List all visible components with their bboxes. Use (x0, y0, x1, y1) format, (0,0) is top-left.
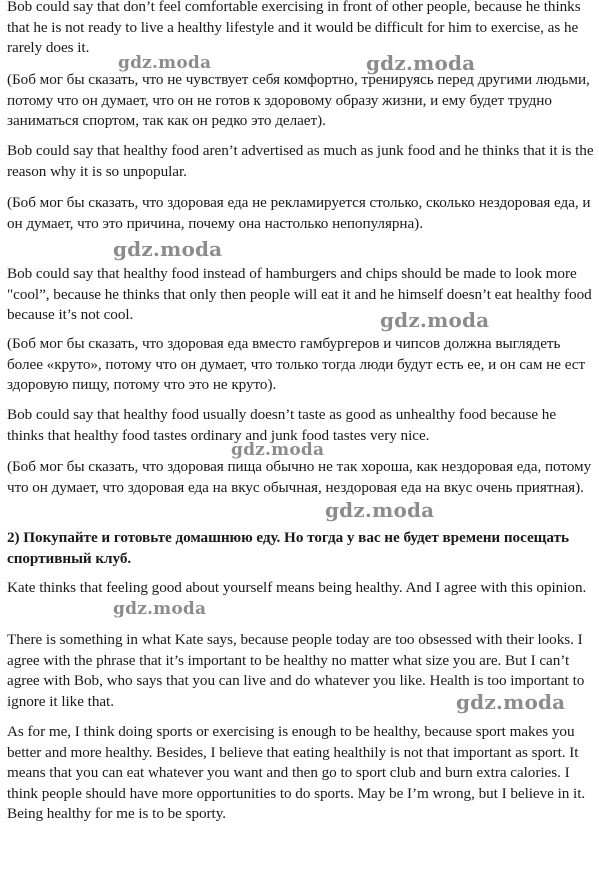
paragraph-9: Kate thinks that feeling good about yourself means being healthy. And I agree with this opinion. (7, 579, 587, 596)
paragraph-8: (Боб мог бы сказать, что здоровая пища обычно не так хороша, как нездоровая еда, потому что он думает, что здоровая еда на вкус обычная, нездоровая еда на вкус очень приятная). (7, 458, 592, 496)
paragraph-10: There is something in what Kate says, because people today are too obsessed with their looks. I agree with the phrase that it’s important to be healthy no matter what size you are. But I can’t agree with Bob, who says that you can live and do whatever you like. Health is too important to ignore it like that. (7, 631, 585, 710)
watermark: gdz.moda (231, 440, 325, 460)
paragraph-7: Bob could say that healthy food usually doesn’t taste as good as unhealthy food because he thinks that healthy food tastes ordinary and junk food tastes very nice. (7, 406, 557, 444)
watermark: gdz.moda (456, 690, 566, 714)
paragraph-3: Bob could say that healthy food aren’t advertised as much as junk food and he thinks that it is the reason why it is so unpopular. (7, 142, 594, 180)
section-heading: 2) Покупайте и готовьте домашнюю еду. Но тогда у вас не будет времени посещать спортивный клуб. (7, 529, 569, 567)
paragraph-2: (Боб мог бы сказать, что не чувствует себя комфортно, тренируясь перед другими людьми, потому что он думает, что он не готов к здоровому образу жизни, и ему будет трудно заниматься спортом, так как он редко это делает). (7, 71, 590, 130)
watermark: gdz.moda (325, 498, 435, 522)
watermark: gdz.moda (380, 308, 490, 332)
paragraph-1: Bob could say that don’t feel comfortable exercising in front of other people, because he thinks that he is not ready to live a healthy lifestyle and it would be difficult for him to exercise, as he rarely does it. (7, 0, 581, 57)
watermark: gdz.moda (118, 53, 212, 73)
paragraph-4: (Боб мог бы сказать, что здоровая еда не рекламируется столько, сколько нездоровая еда, и он думает, что это причина, почему она настолько непопулярна). (7, 194, 591, 232)
watermark: gdz.moda (113, 237, 223, 261)
paragraph-5: Bob could say that healthy food instead of hamburgers and chips should be made to look more "cool”, because he thinks that only then people will eat it and he himself doesn’t eat healthy food because it’s not cool. (7, 265, 592, 324)
watermark: gdz.moda (113, 599, 207, 619)
watermark: gdz.moda (366, 51, 476, 75)
paragraph-11: As for me, I think doing sports or exercising is enough to be healthy, because sport makes you better and more healthy. Besides, I believe that eating healthily is not that important as sport. It means that you can eat whatever you want and then go to sport club and burn extra calories. I think people should have more opportunities to do sports. May be I’m wrong, but I believe in it. Being healthy for me is to be sporty. (7, 723, 586, 823)
paragraph-6: (Боб мог бы сказать, что здоровая еда вместо гамбургеров и чипсов должна выглядеть более «круто», потому что он думает, что только тогда люди будут есть ее, и он сам не ест здоровую пищу, потому что это не круто). (7, 335, 586, 394)
